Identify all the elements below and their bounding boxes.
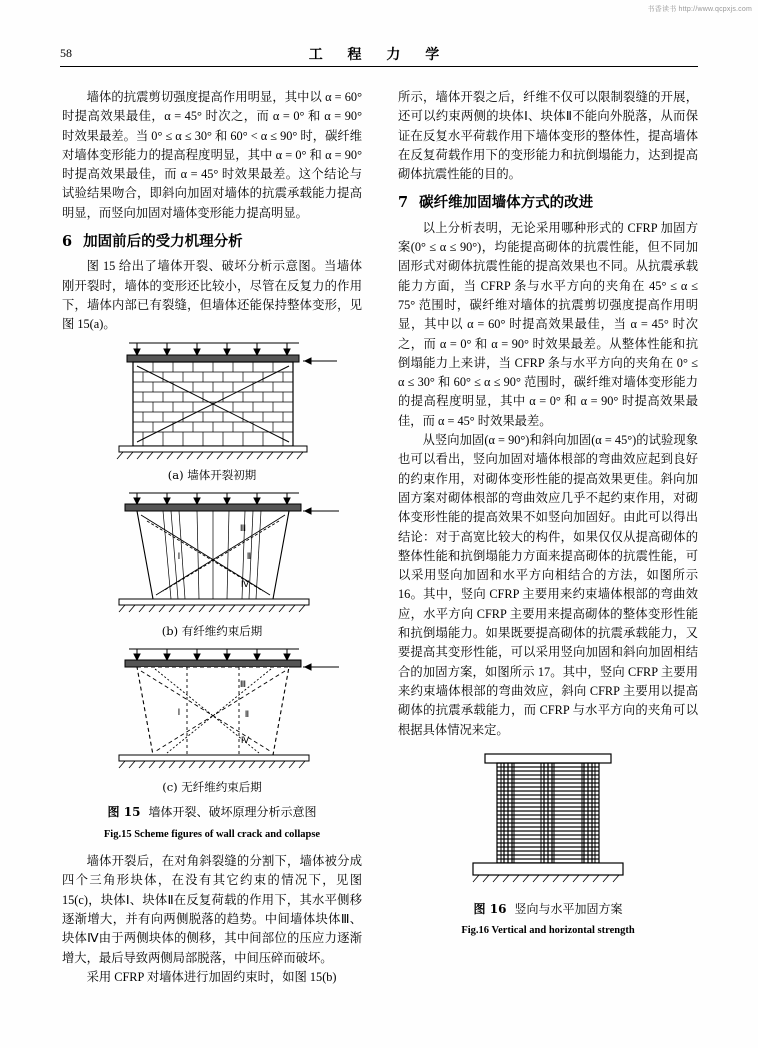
figure-16-caption-text: 竖向与水平加固方案 — [514, 901, 623, 916]
right-column — [398, 88, 698, 940]
figure-15b-label-4: Ⅳ — [240, 578, 250, 589]
figure-16-caption-en: Fig.16 Vertical and horizontal strength — [461, 925, 635, 937]
figure-15b-caption: (b) 有纤维约束后期 — [161, 623, 263, 638]
right-paragraph-3: 从竖向加固(α = 90°)和斜向加固(α = 45°)的试验现象也可以看出，竖向加固对墙体根部的弯曲效应起到良好的约束作用，对砌体变形性能的提高效果更佳。斜向加固方案对砌体根部的弯曲效应几乎不起约束作用，对砌体变形性能的提高效果不如竖向加固好。由此可以得出结论：对于高宽比较大的构件，如果仅仅从提高砌体的整体性能和抗倒塌能力方面来提高砌体的抗震性能，可以采用竖向加固和水平方向相结合的方法，如图所示 16。其中，竖向 CFRP 主要用来约束墙体根部的弯曲效应，水平方向 CFRP 主要用来提高砌体的整体变形性能和抗倒塌能力。如果既要提高砌体的抗震承载能力，又要提高其变形性能，可以采用竖向加固和斜向加固相结合的加固方案，如图所示 17。其中，竖向 CFRP 主要用来约束墙体根部的弯曲效应，斜向 CFRP 主要用以提高砌体的抗震承载能力，而 CFRP 与水平方向的夹角可以根据具体情况来定。 — [398, 433, 698, 737]
figure-15a-caption: (a) 墙体开裂初期 — [167, 467, 257, 482]
figure-15c-caption: (c) 无纤维约束后期 — [162, 780, 262, 795]
figure-15b-label-2: Ⅱ — [246, 550, 252, 561]
figure-15a-diagram — [67, 341, 357, 463]
journal-title: 工 程 力 学 — [308, 47, 450, 63]
section-heading-6 — [62, 232, 362, 251]
figure-15b-label-3: Ⅲ — [239, 522, 247, 533]
section-6-number: 6 — [62, 233, 73, 251]
figure-15b-diagram — [67, 491, 357, 619]
section-heading-7 — [398, 193, 698, 212]
figure-15 — [62, 341, 362, 844]
figure-16 — [398, 746, 698, 941]
figure-15-caption-text: 墙体开裂、破坏原理分析示意图 — [148, 805, 317, 820]
section-7-number: 7 — [398, 194, 409, 212]
left-column — [62, 88, 362, 987]
figure-15c-label-3: Ⅲ — [239, 679, 247, 690]
figure-15c-label-4: Ⅳ — [240, 735, 250, 746]
figure-15c-label-1: Ⅰ — [177, 707, 181, 718]
section-7-title: 碳纤维加固墙体方式的改进 — [419, 194, 594, 212]
figure-16-label: 图 16 — [473, 901, 507, 916]
right-paragraph-1: 所示，墙体开裂之后，纤维不仅可以限制裂缝的开展，还可以约束两侧的块体Ⅰ、块体Ⅱ不能向外脱落，从而保证在反复水平荷载作用下墙体变形的整体性，提高墙体在反复荷载作用下的变形能力和抗倒塌能力，达到提高砌体抗震性能的目的。 — [398, 90, 698, 182]
figure-15b-label-1: Ⅰ — [177, 550, 181, 561]
figure-15c-label-2: Ⅱ — [244, 709, 250, 720]
page-header — [60, 44, 698, 66]
figure-15-caption-en: Fig.15 Scheme figures of wall crack and collapse — [103, 828, 321, 840]
left-paragraph-1: 墙体的抗震剪切强度提高作用明显，其中以 α = 60° 时提高效果最佳，α = 45° 时次之，而 α = 0° 和 α = 90° 时效果最差。当 0° ≤ α ≤ 30° 和 60° < α ≤ 90° 时，碳纤维对墙体变形能力的提高程度明显，其中 α = 0° 和 α = 90° 时提高效果最佳，而 α = 45° 时效果最差。这个结论与试验结果吻合，即斜向加固对墙体的抗震承载能力提高明显，而竖向加固对墙体变形能力提高明显。 — [62, 90, 362, 220]
watermark-text: 书香读书 http://www.qcpxjs.com — [647, 6, 752, 13]
right-paragraph-2: 以上分析表明，无论采用哪种形式的 CFRP 加固方案(0° ≤ α ≤ 90°)，均能提高砌体的抗震性能，但不同加固形式对砌体抗震性能的提高效果也不同。从抗震承载能力方面，当 CFRP 条与水平方向的夹角在 45° ≤ α ≤ 75° 范围时，碳纤维对墙体的抗震剪切强度提高作用明显，其中以 α = 60° 时提高效果最佳，当 α = 45° 时次之，而 α = 0° 和 α = 90° 时效果最差。从整体性能和抗倒塌能力上来讲，当 CFRP 条与水平方向的夹角在 0° ≤ α ≤ 30° 和 60° ≤ α ≤ 90° 范围时，碳纤维对墙体变形能力的提高程度明显，其中 α = 0° 和 α = 90° 时提高效果最佳，而 α = 45° 时效果最差。 — [398, 220, 698, 428]
figure-15-caption-cn — [62, 803, 362, 822]
header-divider — [60, 66, 698, 67]
left-paragraph-4: 采用 CFRP 对墙体进行加固约束时，如图 15(b) — [86, 969, 337, 984]
left-paragraph-3: 墙体开裂后，在对角斜裂缝的分割下，墙体被分成四个三角形块体，在没有其它约束的情况下，见图 15(c)，块体Ⅰ、块体Ⅱ在反复荷载的作用下，其水平侧移逐渐增大，并有向两侧脱落的趋势。中间墙体块体Ⅲ、块体Ⅳ由于两侧块体的侧移，其中间部位的压应力逐渐增大，最后导致两侧局部脱落，中间压碎而破坏。 — [62, 854, 362, 965]
figure-16-diagram — [403, 746, 693, 896]
section-6-title: 加固前后的受力机理分析 — [83, 233, 243, 251]
figure-15c-diagram — [67, 647, 357, 775]
page-number: 58 — [60, 46, 72, 60]
left-paragraph-2: 图 15 给出了墙体开裂、破坏分析示意图。当墙体刚开裂时，墙体的变形还比较小，尽管在反复力的作用下，墙体内部已有裂缝，但墙体还能保持整体变形，见图 15(a)。 — [62, 259, 362, 332]
figure-16-caption-cn — [398, 900, 698, 919]
figure-15-label: 图 15 — [107, 805, 141, 820]
